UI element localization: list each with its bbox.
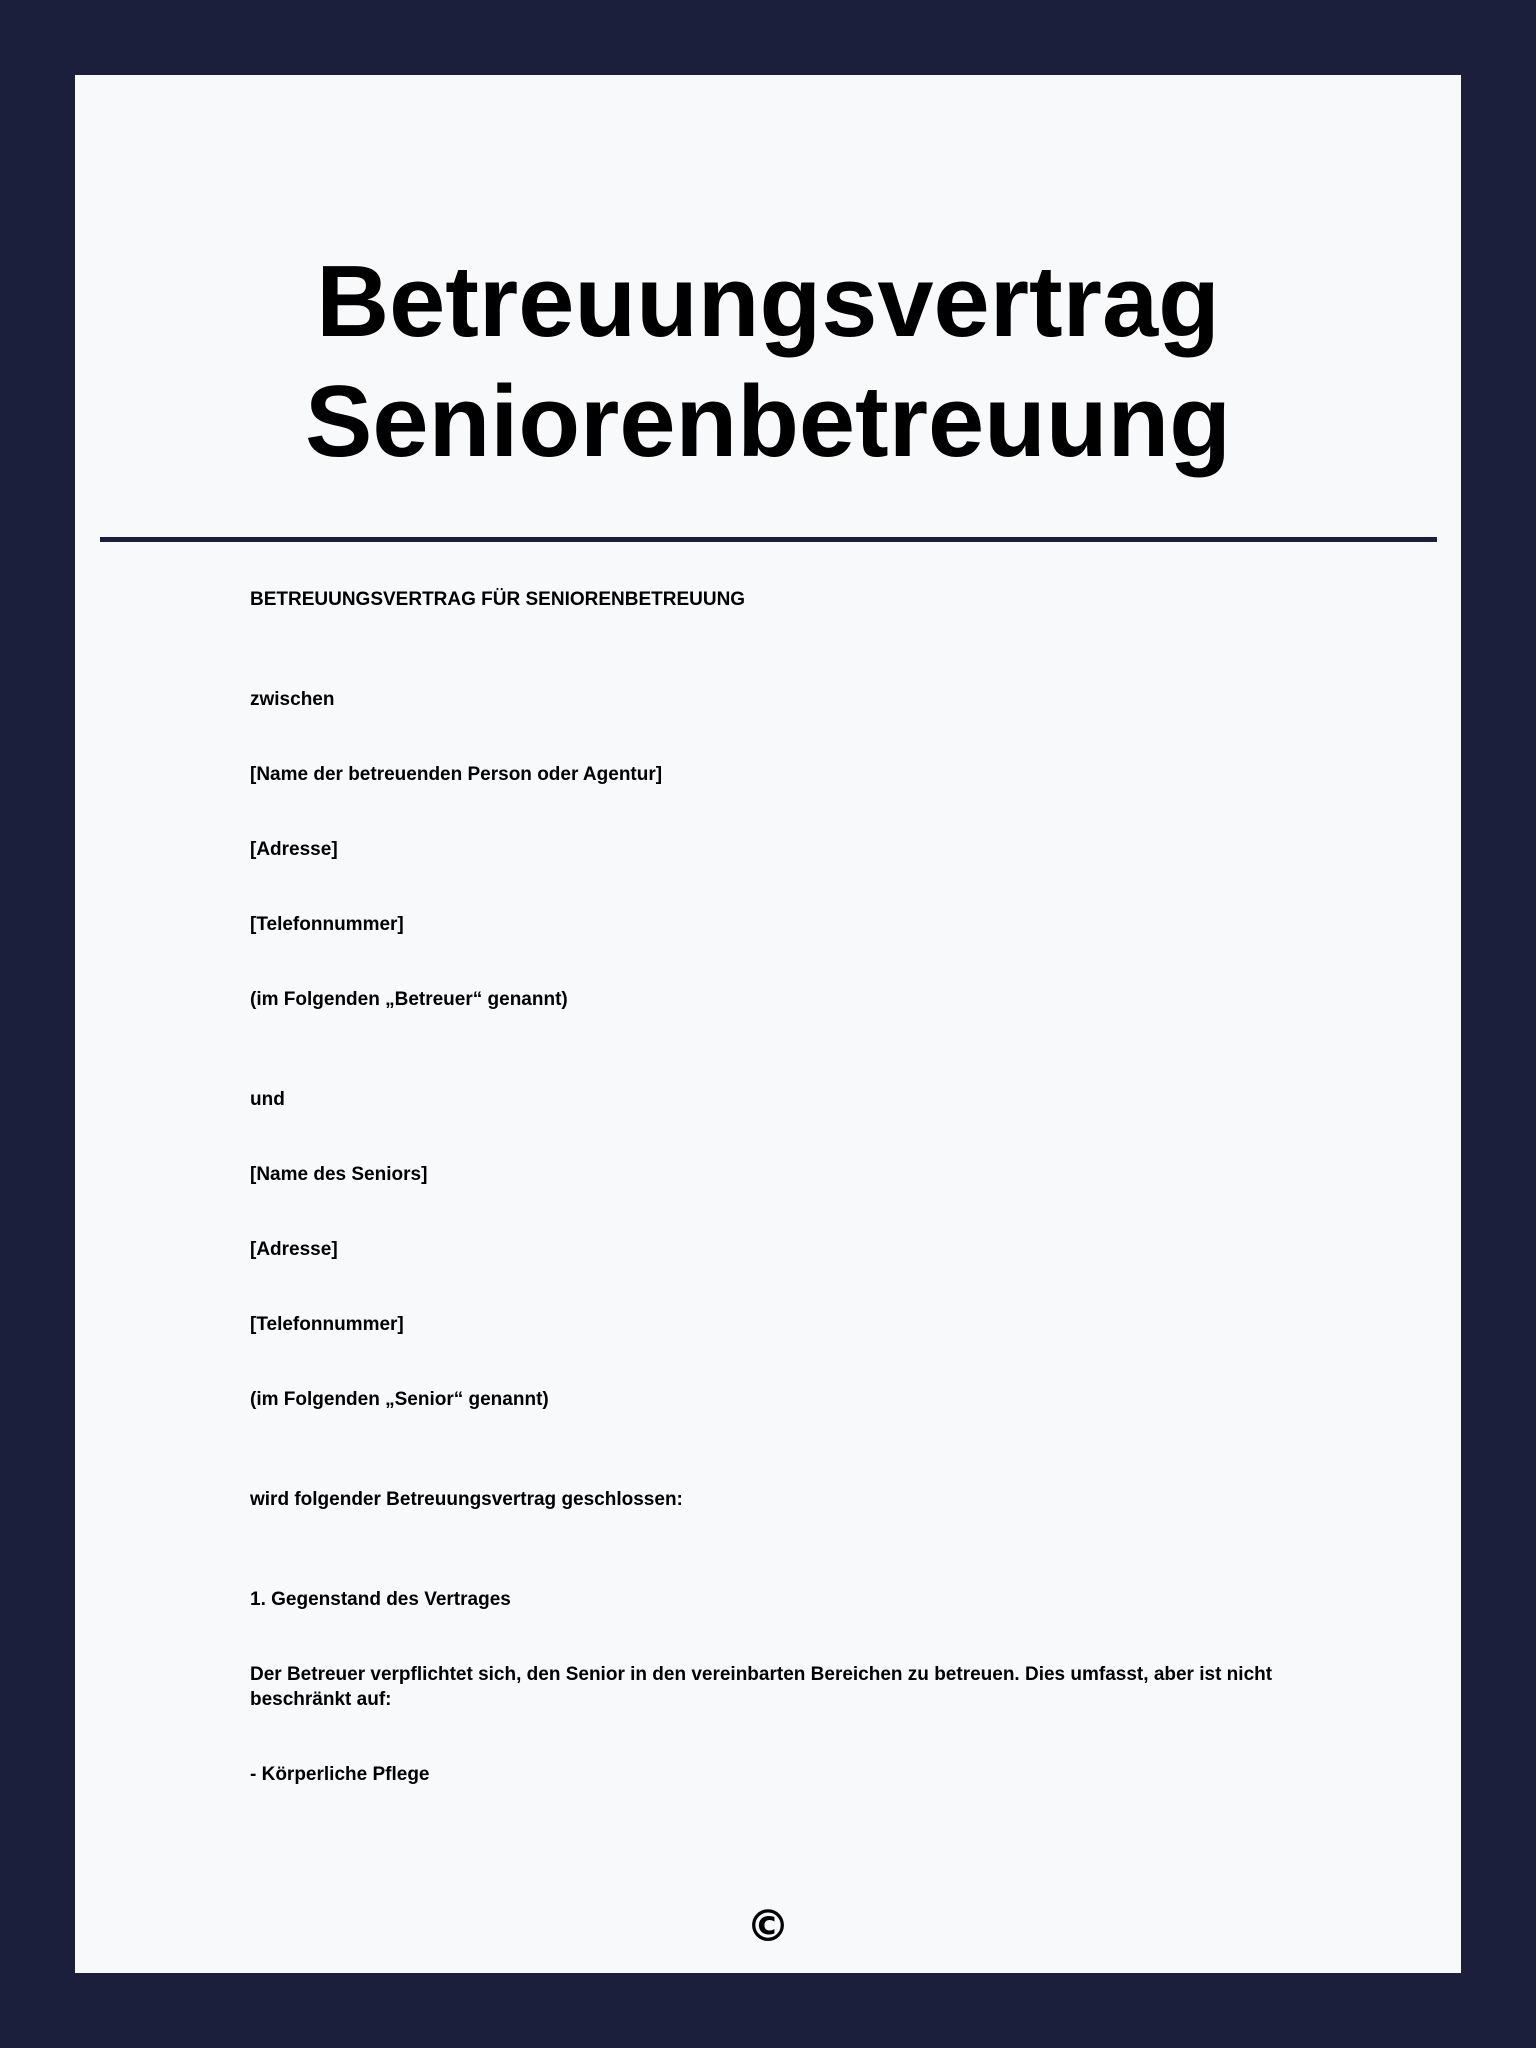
document-body	[250, 587, 1290, 1837]
senior-designation: (im Folgenden „Senior“ genannt)	[250, 1389, 549, 1410]
spacer	[250, 1062, 1290, 1087]
section-1-item: - Körperliche Pflege	[250, 1764, 430, 1785]
between-label: zwischen	[250, 689, 335, 710]
caregiver-designation: (im Folgenden „Betreuer“ genannt)	[250, 989, 568, 1010]
senior-address-placeholder: [Adresse]	[250, 1239, 338, 1260]
title-divider	[100, 537, 1437, 542]
copyright-icon: ©	[746, 1901, 790, 1952]
caregiver-phone-placeholder: [Telefonnummer]	[250, 914, 404, 935]
caregiver-name-placeholder: [Name der betreuenden Person oder Agentur]	[250, 764, 663, 785]
document-page	[75, 75, 1461, 1973]
concluded-statement: wird folgender Betreuungsvertrag geschlossen:	[250, 1489, 683, 1510]
section-1-heading: 1. Gegenstand des Vertrages	[250, 1589, 511, 1610]
spacer	[250, 1562, 1290, 1587]
document-title	[75, 242, 1461, 482]
senior-phone-placeholder: [Telefonnummer]	[250, 1314, 404, 1335]
section-1-body: Der Betreuer verpflichtet sich, den Senior in den vereinbarten Bereichen zu betreuen. Dies umfasst, aber ist nicht beschränkt auf:	[250, 1664, 1273, 1710]
contract-heading: BETREUUNGSVERTRAG FÜR SENIORENBETREUUNG	[250, 589, 746, 610]
spacer	[250, 1462, 1290, 1487]
spacer	[250, 662, 1290, 687]
and-label: und	[250, 1089, 285, 1110]
title-line-2: Seniorenbetreuung	[305, 366, 1231, 478]
senior-name-placeholder: [Name des Seniors]	[250, 1164, 428, 1185]
caregiver-address-placeholder: [Adresse]	[250, 839, 338, 860]
title-line-1: Betreuungsvertrag	[316, 246, 1220, 358]
